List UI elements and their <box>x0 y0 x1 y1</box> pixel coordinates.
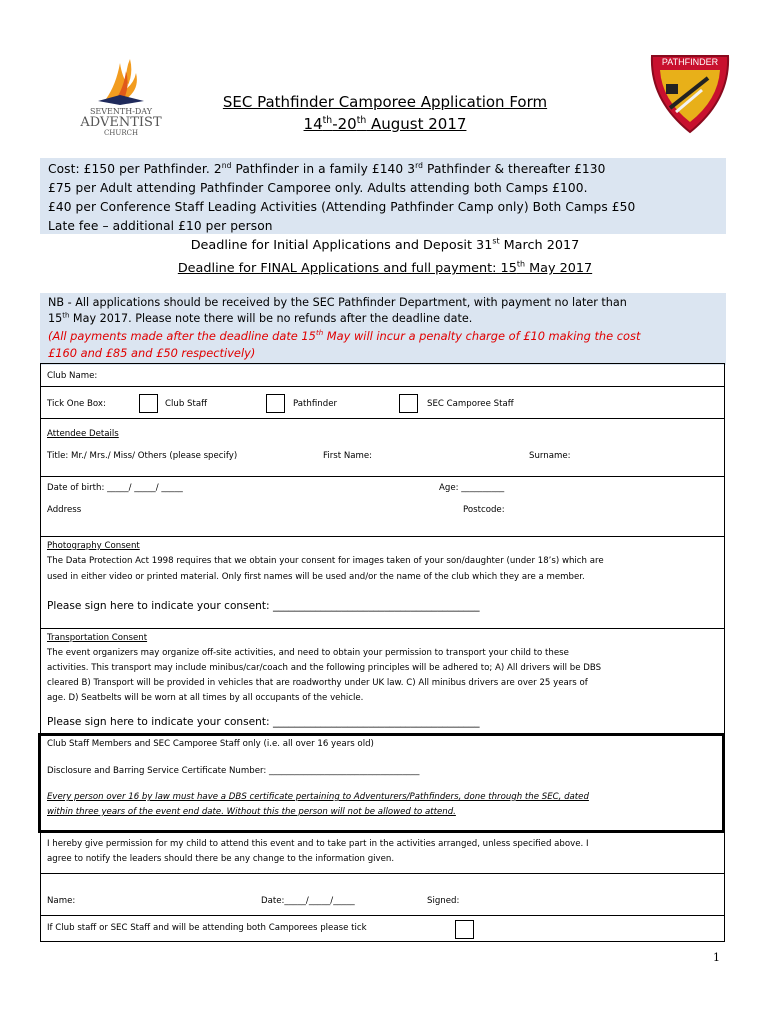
sec-staff-checkbox[interactable] <box>399 394 418 413</box>
page-title: SEC Pathfinder Camporee Application Form <box>222 93 548 111</box>
cost-line-1: Cost: £150 per Pathfinder. 2nd Pathfinder in a family £140 3rd Pathfinder & thereafter £130 <box>48 160 606 176</box>
deadline-initial: Deadline for Initial Applications and Deposit 31st March 2017 <box>190 236 580 253</box>
first-name-field[interactable]: First Name: <box>323 451 373 461</box>
tick-row <box>41 386 724 413</box>
photo-text-2: used in either video or printed material. Only first names will be used and/or the name of the club which they are a member. <box>47 572 585 582</box>
cost-box <box>40 158 726 234</box>
both-camporees-checkbox[interactable] <box>455 920 474 939</box>
transport-text-2: activities. This transport may include minibus/car/coach and the following principles will be adhered to; A) All drivers will be DBS <box>47 663 602 673</box>
signed-field[interactable]: Signed: <box>427 896 460 906</box>
attendee-section <box>41 418 724 461</box>
transport-consent-signature[interactable]: Please sign here to indicate your consent: _______________________________________ <box>47 716 480 728</box>
attendee-heading: Attendee Details <box>47 429 119 439</box>
deadline-final: Deadline for FINAL Applications and full payment: 15th May 2017 <box>177 259 593 276</box>
both-camporees-label: If Club staff or SEC Staff and will be attending both Camporees please tick <box>47 923 367 933</box>
pathfinder-label: Pathfinder <box>293 399 338 409</box>
tick-one-label: Tick One Box: <box>47 399 106 409</box>
dbs-number-field[interactable]: Disclosure and Barring Service Certificate Number: ___________________________________ <box>47 766 420 776</box>
permission-text-1: I hereby give permission for my child to attend this event and to take part in the activities arranged, unless specified above. I <box>47 839 589 849</box>
cost-line-4: Late fee – additional £10 per person <box>48 219 273 233</box>
transport-text-1: The event organizers may organize off-site activities, and need to obtain your permission to transport your child to these <box>47 648 569 658</box>
dob-field[interactable]: Date of birth: _____/ _____/ _____ <box>47 483 183 493</box>
nb-penalty-1: (All payments made after the deadline date 15th May will incur a penalty charge of £10 making the cost <box>48 328 641 343</box>
cost-line-2: £75 per Adult attending Pathfinder Camporee only. Adults attending both Camps £100. <box>48 181 588 195</box>
sda-line3: CHURCH <box>103 129 139 137</box>
dob-row <box>41 476 724 493</box>
page-number: 1 <box>713 951 720 964</box>
photo-text-1: The Data Protection Act 1998 requires that we obtain your consent for images taken of your son/daughter (under 18’s) which are <box>47 556 604 566</box>
name-field[interactable]: Name: <box>47 896 76 906</box>
permission-text-2: agree to notify the leaders should there be any change to the information given. <box>47 854 395 864</box>
pathfinder-checkbox[interactable] <box>266 394 285 413</box>
transport-text-4: age. D) Seatbelts will be worn at all times by all occupants of the vehicle. <box>47 693 364 703</box>
nb-penalty-2: £160 and £85 and £50 respectively) <box>48 346 256 360</box>
staff-section-border <box>38 733 725 833</box>
club-staff-label: Club Staff <box>165 399 208 409</box>
postcode-field[interactable]: Postcode: <box>463 505 505 515</box>
photo-heading: Photography Consent <box>47 541 140 551</box>
nb-box <box>40 293 726 365</box>
signature-row <box>41 873 724 906</box>
staff-heading: Club Staff Members and SEC Camporee Staff only (i.e. all over 16 years old) <box>47 739 374 749</box>
club-name-label: Club Name: <box>47 371 98 381</box>
address-field[interactable]: Address <box>47 505 82 515</box>
transport-section <box>41 628 724 728</box>
age-field[interactable]: Age: __________ <box>439 483 505 493</box>
title-field-label[interactable]: Title: Mr./ Mrs./ Miss/ Others (please specify) <box>47 451 238 461</box>
cost-line-3: £40 per Conference Staff Leading Activities (Attending Pathfinder Camp only) Both Camps £50 <box>48 200 636 214</box>
page-dates: 14th-20th August 2017 <box>303 115 467 133</box>
club-staff-checkbox[interactable] <box>139 394 158 413</box>
sda-line1: SEVENTH-DAY <box>89 107 153 116</box>
transport-text-3: cleared B) Transport will be provided in vehicles that are roadworthy under UK law. C) All minibus drivers are over 25 years of <box>47 678 588 688</box>
dbs-note-2: within three years of the event end date. Without this the person will not be allowed to attend. <box>47 807 456 817</box>
pathfinder-banner: PATHFINDER <box>661 57 719 67</box>
sec-staff-label: SEC Camporee Staff <box>427 399 514 409</box>
date-field[interactable]: Date:_____/_____/_____ <box>261 896 355 906</box>
transport-heading: Transportation Consent <box>47 633 148 643</box>
photo-section <box>41 536 724 612</box>
surname-field[interactable]: Surname: <box>529 451 571 461</box>
nb-line-1: NB - All applications should be received by the SEC Pathfinder Department, with payment no later than <box>48 296 627 309</box>
both-camporees-row <box>41 915 724 933</box>
application-form <box>40 363 725 942</box>
sda-line2: ADVENTIST <box>80 115 162 130</box>
nb-line-2: 15th May 2017. Please note there will be no refunds after the deadline date. <box>48 311 473 325</box>
dbs-note-1: Every person over 16 by law must have a DBS certificate pertaining to Adventurers/Pathfinders, done through the SEC, dated <box>47 792 589 802</box>
photo-consent-signature[interactable]: Please sign here to indicate your consent: _______________________________________ <box>47 600 480 612</box>
